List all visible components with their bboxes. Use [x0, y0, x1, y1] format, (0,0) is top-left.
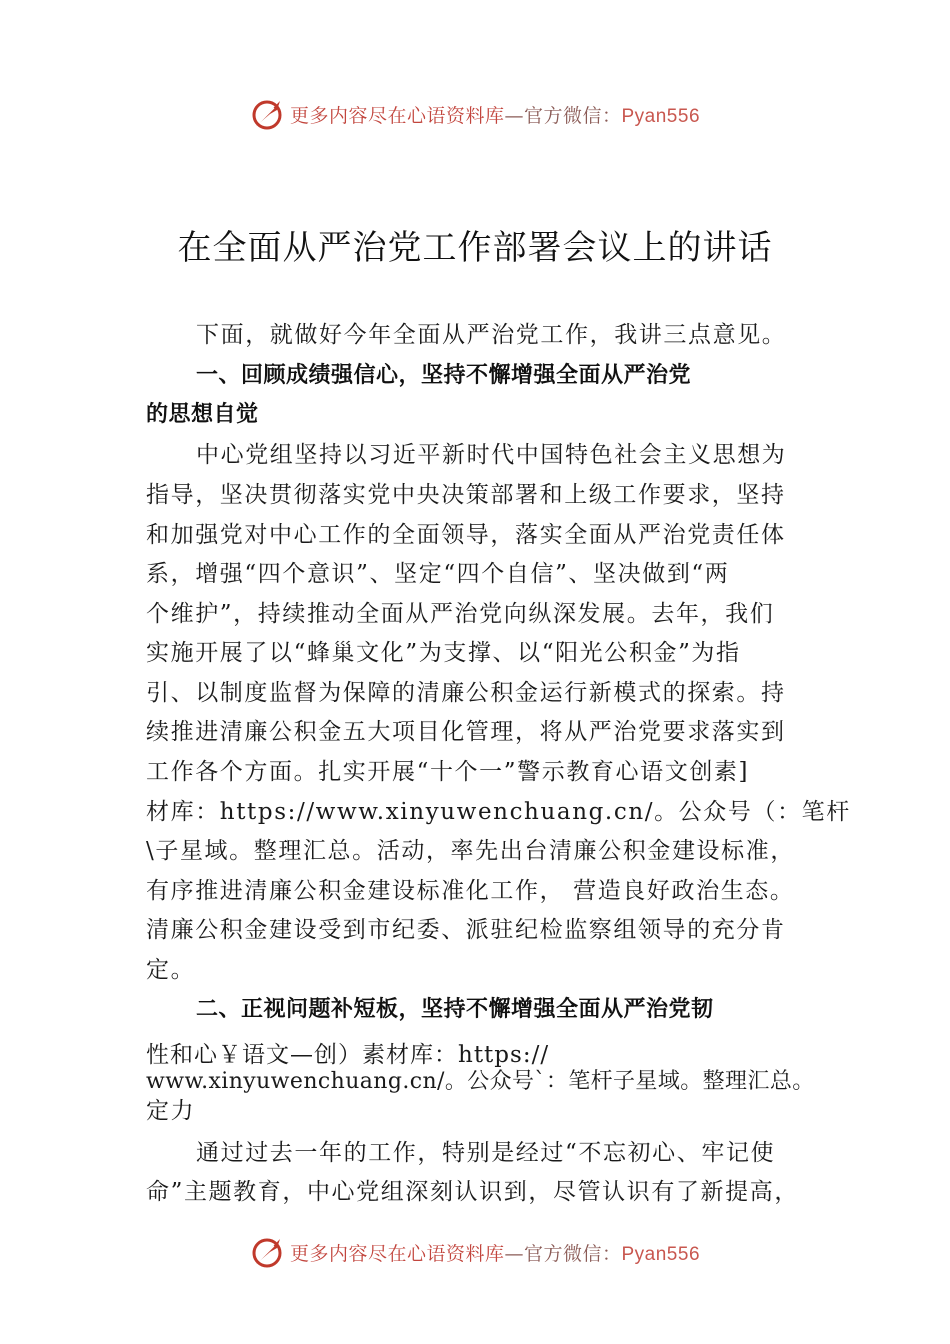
- quill-logo-icon: [250, 1234, 286, 1270]
- intro-line: 下面，就做好今年全面从严治党工作，我讲三点意见。: [196, 322, 787, 348]
- paragraph-line: 和加强党对中心工作的全面领导，落实全面从严治党责任体: [146, 522, 786, 548]
- paragraph-line: 系，增强“四个意识”、坚定“四个自信”、坚决做到“两: [146, 561, 730, 587]
- paragraph-line: 通过过去一年的工作，特别是经过“不忘初心、牢记使: [196, 1140, 776, 1166]
- header-banner: [0, 94, 950, 134]
- paragraph-line: 材库：https://www.xinyuwenchuang.cn/。公众号（：笔杆: [146, 799, 851, 825]
- document-title: 在全面从严治党工作部署会议上的讲话: [177, 228, 773, 268]
- footer-banner: [0, 1232, 950, 1272]
- paragraph-line: 续推进清廉公积金五大项目化管理，将从严治党要求落实到: [146, 719, 786, 745]
- paragraph-line: 工作各个方面。扎实开展“十个一”警示教育心语文创素]: [146, 759, 750, 785]
- section-heading-1-cont: 的思想自觉: [146, 402, 259, 427]
- paragraph-line: 个维护”，持续推动全面从严治党向纵深发展。去年，我们: [146, 601, 775, 627]
- section-heading-1: 一、回顾成绩强信心，坚持不懈增强全面从严治党: [196, 363, 692, 388]
- paragraph-line: 性和心￥语文—创）素材库：https://: [146, 1042, 550, 1068]
- paragraph-line: 有序推进清廉公积金建设标准化工作， 营造良好政治生态。: [146, 878, 795, 904]
- paragraph-line: 命”主题教育，中心党组深刻认识到，尽管认识有了新提高，: [146, 1179, 799, 1205]
- paragraph-line: www.xinyuwenchuang.cn/。公众号`：笔杆子星域。整理汇总。: [146, 1069, 815, 1094]
- paragraph-line: \子星域。整理汇总。活动，率先出台清廉公积金建设标准，: [146, 838, 795, 864]
- section-heading-2: 二、正视问题补短板，坚持不懈增强全面从严治党韧: [196, 997, 714, 1022]
- paragraph-line: 中心党组坚持以习近平新时代中国特色社会主义思想为: [196, 442, 787, 468]
- paragraph-line: 实施开展了以“蜂巢文化”为支撑、以“阳光公积金”为指: [146, 640, 741, 666]
- paragraph-line: 定。: [146, 957, 196, 983]
- paragraph-line: 定力: [146, 1098, 196, 1124]
- quill-logo-icon: [250, 96, 286, 132]
- paragraph-line: 清廉公积金建设受到市纪委、派驻纪检监察组领导的充分肯: [146, 917, 786, 943]
- banner-text: 更多内容尽在心语资料库—官方微信：Pyan556: [289, 104, 701, 127]
- paragraph-line: 指导，坚决贯彻落实党中央决策部署和上级工作要求，坚持: [146, 482, 786, 508]
- paragraph-line: 引、以制度监督为保障的清廉公积金运行新模式的探索。持: [146, 680, 786, 706]
- banner-text: 更多内容尽在心语资料库—官方微信：Pyan556: [289, 1242, 701, 1265]
